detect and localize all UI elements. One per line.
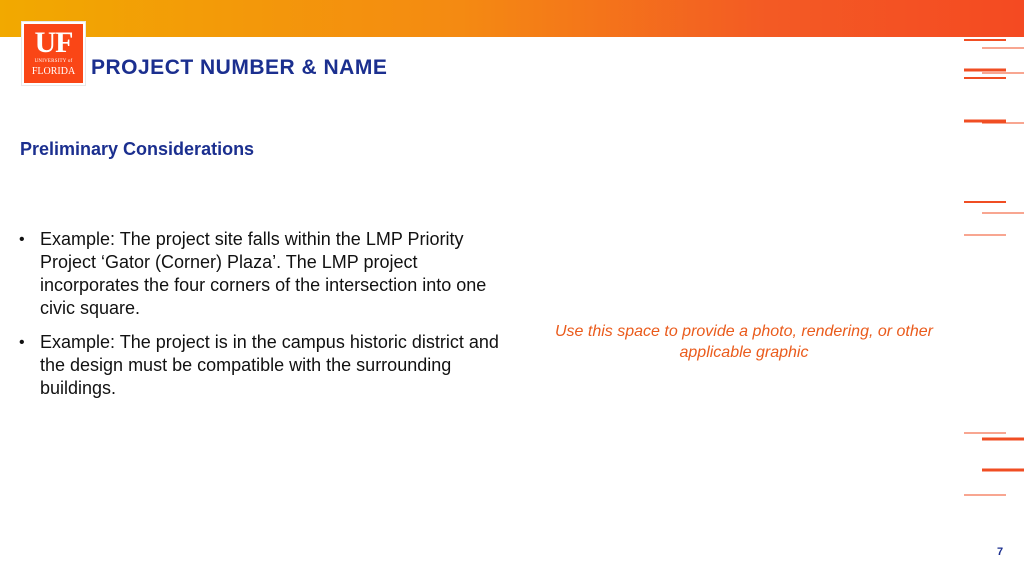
decorative-lines [956,30,1024,510]
section-heading: Preliminary Considerations [20,139,255,159]
page-number: 7 [996,546,1004,558]
bullet-glyph: • [19,334,25,351]
uf-logo [22,22,85,85]
logo-university-text: UNIVERSITY of [34,59,73,64]
slide-title: PROJECT NUMBER & NAME [91,56,388,79]
bullet-glyph: • [19,231,25,248]
logo-uf-text: UF [34,26,73,59]
bullet-text: Example: The project site falls within the LMP Priority Project ‘Gator (Corner) Plaza’. The LMP project incorporates the four corners of the intersection into one civic square. [40,229,487,318]
bullet-item [16,228,516,320]
bullet-text: Example: The project is in the campus historic district and the design must be compatible with the surrounding buildings. [40,332,499,398]
bullet-list [16,228,516,411]
logo-florida-text: FLORIDA [31,66,76,77]
bullet-item [16,331,516,400]
top-gradient-bar [0,0,1024,37]
graphic-placeholder-text: Use this space to provide a photo, rendering, or other applicable graphic [555,323,933,361]
